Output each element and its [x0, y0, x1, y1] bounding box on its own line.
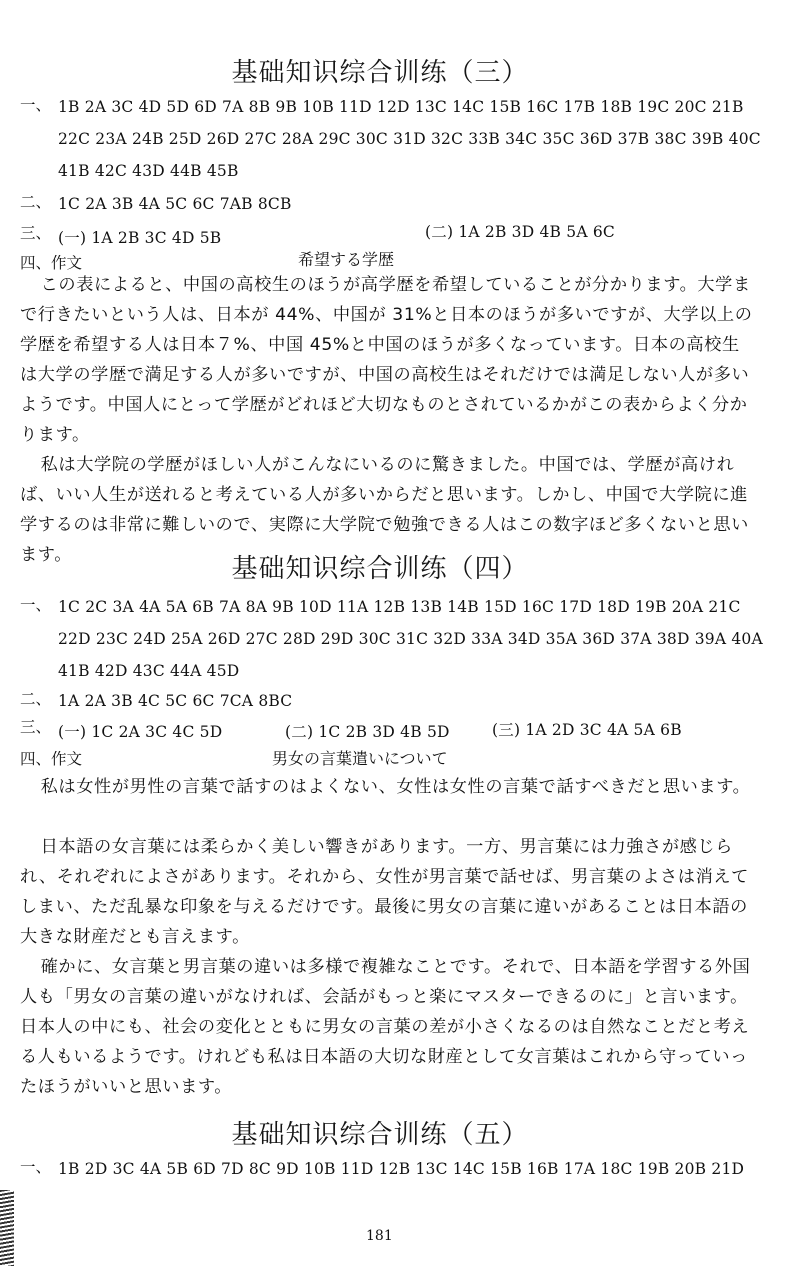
s3-q2-answers: 1C 2A 3B 4A 5C 6C 7AB 8CB: [58, 195, 292, 213]
section-5-title: 基础知识综合训练（五）: [231, 1120, 529, 1150]
s5-q1-line-1: 1B 2D 3C 4A 5B 6D 7D 8C 9D 10B 11D 12B 13C 14C 15B 16B 17A 18C 19B 20B 21D: [58, 1160, 745, 1178]
s3-q4-label: 四、作文: [20, 254, 83, 272]
page-number: 181: [366, 1228, 393, 1244]
s3-essay-paragraph-1: この表によると、中国の高校生のほうが高学歴を希望していることが分かります。大学まで行きたいという人は、日本が 44%、中国が 31%と日本のほうが多いですが、大学以上の学歴を希望する人は日本７%、中国 45%と中国のほうが多くなっています。日本の高校生は大学の学歴で満足する人が多いですが、中国の高校生はそれだけでは満足しない人が多いようです。中国人にとって学歴がどれほど大切なものとされているかがこの表からよく分かります。: [20, 275, 753, 445]
s3-q3-part2: (二) 1A 2B 3D 4B 5A 6C: [425, 223, 615, 241]
s3-q1-label: 一、: [20, 96, 52, 114]
s3-essay-paragraph-2: 私は大学院の学歴がほしい人がこんなにいるのに驚きました。中国では、学歴が高ければ、いい人生が送れると考えている人が多いからだと思います。しかし、中国で大学院に進学するのは非常に難しいので、実際に大学院で勉強できる人はこの数字ほど多くないと思います。: [20, 455, 749, 565]
s4-q3-part1: (一) 1C 2A 3C 4C 5D: [58, 723, 223, 741]
s3-q3-label: 三、: [20, 224, 52, 242]
section-3-title: 基础知识综合训练（三）: [231, 58, 529, 88]
s4-essay-paragraph-3: 確かに、女言葉と男言葉の違いは多様で複雑なことです。それで、日本語を学習する外国人も「男女の言葉の違いがなければ、会話がもっと楽にマスターできるのに」と言います。日本人の中にも、社会の変化とともに男女の言葉の差が小さくなるのは自然なことだと考える人もいるようです。けれども私は日本語の大切な財産として女言葉はこれから守っていったほうがいいと思います。: [20, 957, 751, 1097]
s4-q2-answers: 1A 2A 3B 4C 5C 6C 7CA 8BC: [58, 692, 293, 710]
s3-q1-line-2: 22C 23A 24B 25D 26D 27C 28A 29C 30C 31D 32C 33B 34C 35C 36D 37B 38C 39B 40C: [58, 130, 761, 148]
s3-essay-title: 希望する学歴: [298, 250, 395, 269]
s4-q3-label: 三、: [20, 718, 52, 736]
s4-q1-line-2: 22D 23C 24D 25A 26D 27C 28D 29D 30C 31C 32D 33A 34D 35A 36D 37A 38D 39A 40A: [58, 630, 763, 648]
s3-q1-line-3: 41B 42C 43D 44B 45B: [58, 162, 239, 180]
s4-q3-part3: (三) 1A 2D 3C 4A 5A 6B: [492, 721, 682, 739]
s3-q2-label: 二、: [20, 193, 52, 211]
s3-q3-part1: (一) 1A 2B 3C 4D 5B: [58, 229, 222, 247]
s5-q1-label: 一、: [20, 1158, 52, 1176]
s4-q1-label: 一、: [20, 596, 52, 614]
s4-q4-label: 四、作文: [20, 750, 83, 768]
s4-q1-line-1: 1C 2C 3A 4A 5A 6B 7A 8A 9B 10D 11A 12B 13B 14B 15D 16C 17D 18D 19B 20A 21C: [58, 598, 741, 616]
s4-essay-paragraph-2: 日本語の女言葉には柔らかく美しい響きがあります。一方、男言葉には力強さが感じられ、それぞれによさがあります。それから、女性が男言葉で話せば、男言葉のよさは消えてしまい、ただ乱暴な印象を与えるだけです。最後に男女の言葉に違いがあることは日本語の大きな財産だとも言えます。: [20, 837, 749, 947]
s3-q1-line-1: 1B 2A 3C 4D 5D 6D 7A 8B 9B 10B 11D 12D 13C 14C 15B 16C 17B 18B 19C 20C 21B: [58, 98, 744, 116]
s4-essay-paragraph-1: 私は女性が男性の言葉で話すのはよくない、女性は女性の言葉で話すべきだと思います。: [40, 777, 751, 797]
scan-binding-edge: [0, 1190, 14, 1266]
s4-q1-line-3: 41B 42D 43C 44A 45D: [58, 662, 240, 680]
s4-essay-title: 男女の言葉遣いについて: [272, 749, 448, 768]
s4-q3-part2: (二) 1C 2B 3D 4B 5D: [285, 723, 450, 741]
s4-q2-label: 二、: [20, 690, 52, 708]
section-4-title: 基础知识综合训练（四）: [231, 554, 529, 584]
